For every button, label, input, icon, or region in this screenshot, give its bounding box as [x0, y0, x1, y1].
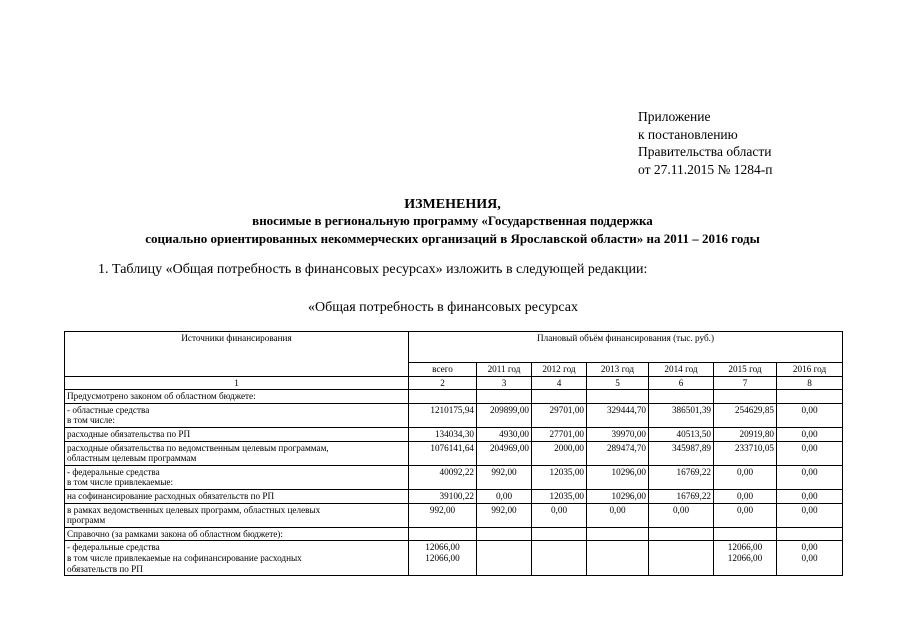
appendix-date-number: от 27.11.2015 № 1284-п	[638, 161, 773, 177]
row-label: расходные обязательства по РП	[65, 427, 409, 441]
table-row	[65, 403, 843, 427]
cell-value: 289474,70	[587, 441, 649, 465]
cell-value: 27701,00	[532, 427, 587, 441]
row-label: на софинансирование расходных обязательств по РП	[65, 489, 409, 503]
cell-value: 10296,00	[587, 489, 649, 503]
document-title: ИЗМЕНЕНИЯ,	[404, 197, 501, 212]
table-row	[65, 541, 843, 576]
cell-value: 12066,00 12066,00	[714, 541, 777, 576]
cell-value: 16769,22	[649, 465, 714, 489]
cell-value: 2000,00	[532, 441, 587, 465]
cell-value: 0,00	[777, 403, 843, 427]
col-number: 5	[587, 376, 649, 390]
table-row	[65, 503, 843, 527]
cell-value: 12035,00	[532, 489, 587, 503]
cell-value: 204969,00	[477, 441, 532, 465]
header-col: 2016 год	[777, 363, 843, 377]
cell-value: 0,00	[777, 503, 843, 527]
cell-value: 386501,39	[649, 403, 714, 427]
document-subtitle-line1: вносимые в региональную программу «Государственная поддержка	[252, 213, 653, 228]
cell-value: 4930,00	[477, 427, 532, 441]
cell-value: 0,00	[587, 503, 649, 527]
row-label: - областные средства в том числе:	[65, 403, 409, 427]
row-label: - федеральные средства в том числе привлекаемые:	[65, 465, 409, 489]
col-number: 7	[714, 376, 777, 390]
cell-value: 0,00	[532, 503, 587, 527]
cell-value: 12066,00 12066,00	[409, 541, 477, 576]
table-title: «Общая потребность в финансовых ресурсах	[308, 300, 578, 315]
cell-value: 0,00	[777, 427, 843, 441]
cell-value: 0,00	[714, 465, 777, 489]
financing-table	[64, 331, 843, 576]
cell-value: 0,00	[714, 489, 777, 503]
cell-value: 254629,85	[714, 403, 777, 427]
cell-value: 134034,30	[409, 427, 477, 441]
cell-value: 992,00	[477, 465, 532, 489]
section-label: Справочно (за рамками закона об областном бюджете):	[65, 527, 409, 541]
cell-value: 345987,89	[649, 441, 714, 465]
cell-value: 29701,00	[532, 403, 587, 427]
col-number: 6	[649, 376, 714, 390]
header-source: Источники финансирования	[65, 332, 409, 377]
cell-value: 992,00	[409, 503, 477, 527]
col-number: 8	[777, 376, 843, 390]
cell-value: 992,00	[477, 503, 532, 527]
row-label: в рамках ведомственных целевых программ, областных целевых программ	[65, 503, 409, 527]
header-plan: Плановый объём финансирования (тыс. руб.)	[409, 332, 843, 363]
header-col: 2014 год	[649, 363, 714, 377]
cell-value: 0,00	[777, 441, 843, 465]
table-row	[65, 489, 843, 503]
header-col: 2012 год	[532, 363, 587, 377]
col-number: 1	[65, 376, 409, 390]
col-number: 4	[532, 376, 587, 390]
cell-value: 0,00	[477, 489, 532, 503]
row-label: - федеральные средства в том числе привлекаемые на софинансирование расходных обязательств по РП	[65, 541, 409, 576]
header-col: 2013 год	[587, 363, 649, 377]
col-number: 2	[409, 376, 477, 390]
cell-value: 40092,22	[409, 465, 477, 489]
cell-value: 209899,00	[477, 403, 532, 427]
appendix-line: к постановлению	[638, 126, 738, 142]
row-label: расходные обязательства по ведомственным целевым программам, областным целевым программам	[65, 441, 409, 465]
cell-value: 39100,22	[409, 489, 477, 503]
cell-value: 40513,50	[649, 427, 714, 441]
appendix-block	[638, 108, 772, 178]
cell-value: 233710,05	[714, 441, 777, 465]
table-header-row	[65, 332, 843, 363]
cell-value: 329444,70	[587, 403, 649, 427]
cell-value: 12035,00	[532, 465, 587, 489]
item-1-text: 1. Таблицу «Общая потребность в финансовых ресурсах» изложить в следующей редакции:	[98, 262, 648, 277]
table-row	[65, 465, 843, 489]
table-row	[65, 441, 843, 465]
cell-value: 39970,00	[587, 427, 649, 441]
section-row	[65, 527, 843, 541]
header-col: 2015 год	[714, 363, 777, 377]
column-number-row	[65, 376, 843, 390]
section-row	[65, 390, 843, 404]
appendix-line: Правительства области	[638, 144, 772, 159]
cell-value: 10296,00	[587, 465, 649, 489]
cell-value: 0,00 0,00	[777, 541, 843, 576]
cell-value: 0,00	[777, 489, 843, 503]
cell-value: 20919,80	[714, 427, 777, 441]
cell-value: 0,00	[649, 503, 714, 527]
cell-value: 16769,22	[649, 489, 714, 503]
header-col: всего	[409, 363, 477, 377]
cell-value: 0,00	[714, 503, 777, 527]
table-row	[65, 427, 843, 441]
appendix-line: Приложение	[638, 109, 711, 124]
cell-value: 1076141,64	[409, 441, 477, 465]
header-col: 2011 год	[477, 363, 532, 377]
cell-value: 0,00	[777, 465, 843, 489]
section-label: Предусмотрено законом об областном бюджете:	[65, 390, 409, 404]
cell-value: 1210175,94	[409, 403, 477, 427]
document-subtitle-line2: социально ориентированных некоммерческих организаций в Ярославской области» на 2011 – 2016 годы	[145, 231, 760, 246]
col-number: 3	[477, 376, 532, 390]
